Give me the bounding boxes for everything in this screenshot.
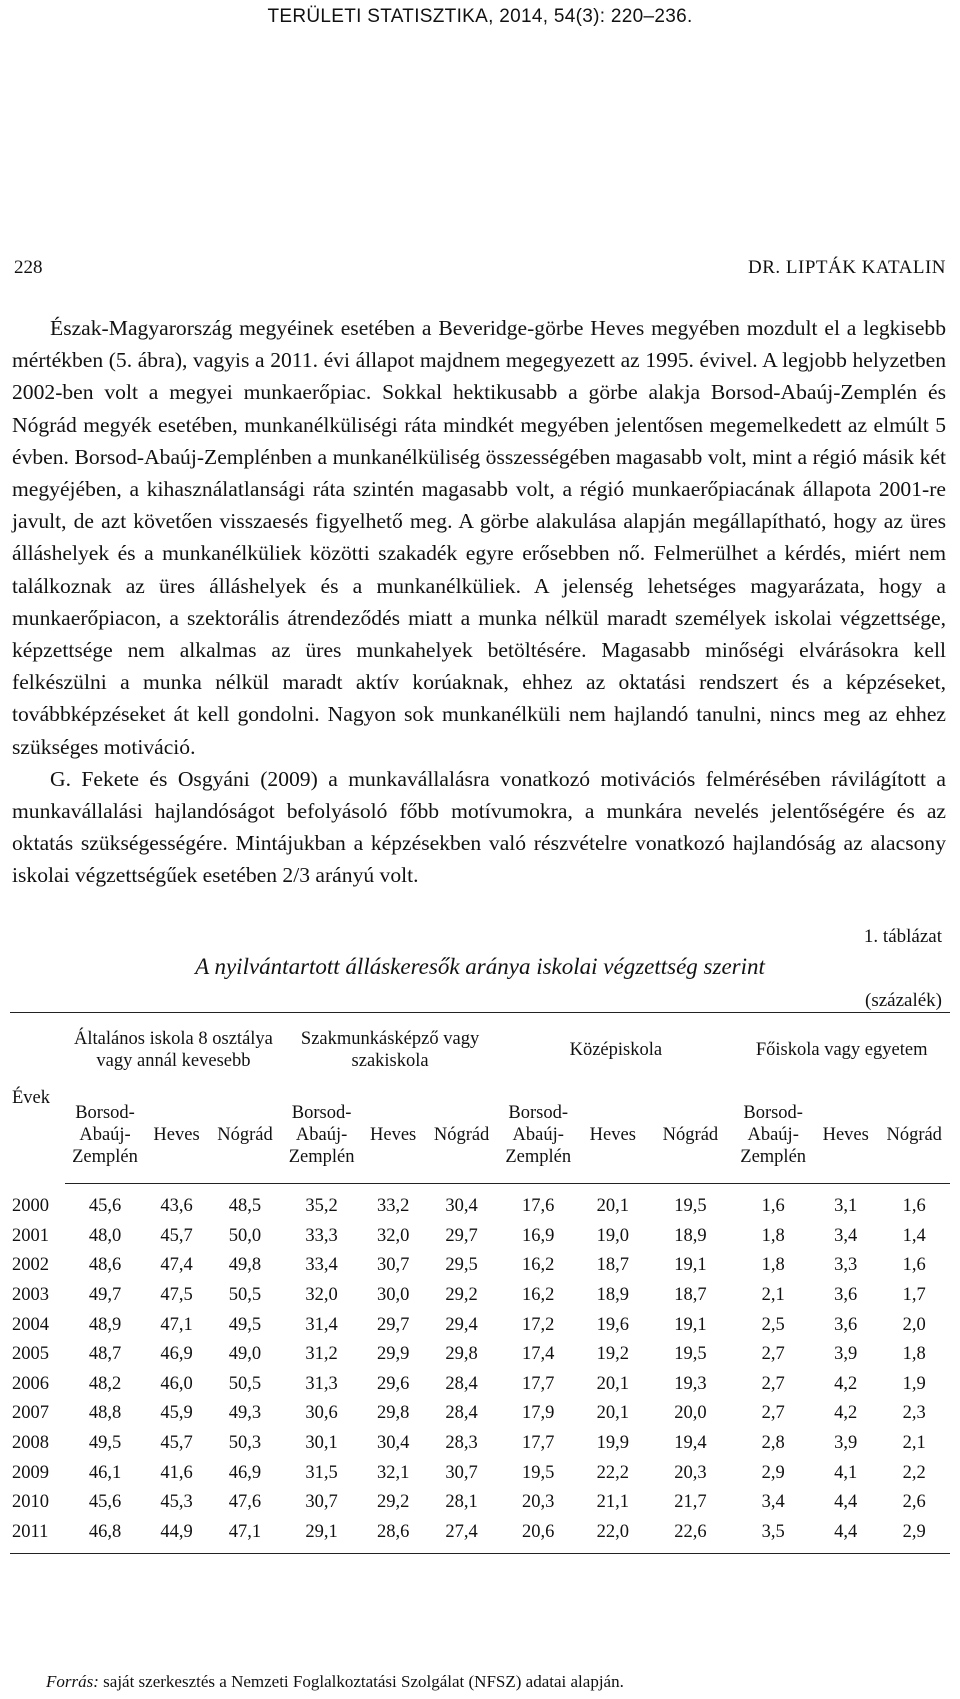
value-cell: 22,6: [648, 1518, 734, 1554]
value-cell: 46,1: [88, 1462, 122, 1483]
value-cell: 4,4: [813, 1518, 878, 1554]
value-cell: 2,7: [761, 1373, 785, 1394]
author-running-head: DR. LIPTÁK KATALIN: [748, 257, 946, 278]
table-subheader-row: [10, 1087, 950, 1184]
value-cell: 19,5: [522, 1462, 555, 1483]
value-cell: 50,5: [228, 1373, 262, 1394]
value-cell: 27,4: [425, 1518, 499, 1554]
value-cell: 32,0: [305, 1285, 338, 1306]
value-cell: 17,7: [522, 1373, 555, 1394]
value-cell: 31,5: [305, 1462, 338, 1483]
group-header: Középiskola: [498, 1013, 733, 1088]
value-cell: 49,3: [228, 1403, 262, 1424]
value-cell: 17,7: [522, 1433, 555, 1454]
table-source: [46, 1672, 624, 1692]
year-cell: 2003: [12, 1285, 49, 1306]
table-row: [10, 1281, 950, 1311]
value-cell: 1,8: [761, 1225, 785, 1246]
county-header: Borsod-Abaúj-Zemplén: [282, 1087, 362, 1184]
value-cell: 2,7: [761, 1403, 785, 1424]
value-cell: 2,7: [761, 1344, 785, 1365]
value-cell: 17,4: [522, 1344, 555, 1365]
value-cell: 47,5: [160, 1285, 193, 1306]
value-cell: 21,1: [596, 1492, 629, 1513]
table-row: [10, 1518, 950, 1554]
value-cell: 31,4: [305, 1314, 338, 1335]
year-cell: 2006: [12, 1373, 49, 1394]
value-cell: 1,8: [761, 1255, 785, 1276]
table-number: 1. táblázat: [863, 926, 942, 947]
value-cell: 4,4: [834, 1492, 858, 1513]
value-cell: 22,0: [578, 1518, 647, 1554]
value-cell: 4,1: [834, 1462, 858, 1483]
value-cell: 18,9: [674, 1225, 707, 1246]
value-cell: 29,2: [445, 1285, 478, 1306]
county-header: Borsod-Abaúj-Zemplén: [65, 1087, 145, 1184]
year-cell: 2002: [12, 1255, 49, 1276]
value-cell: 47,6: [228, 1492, 262, 1513]
table-group-header-row: [10, 1013, 950, 1088]
group-header: Általános iskola 8 osztálya vagy annál kevesebb: [65, 1013, 282, 1088]
year-cell: 2007: [12, 1403, 49, 1424]
value-cell: 29,4: [445, 1314, 478, 1335]
value-cell: 22,2: [596, 1462, 629, 1483]
value-cell: 20,1: [596, 1373, 629, 1394]
value-cell: 44,9: [145, 1518, 208, 1554]
value-cell: 47,4: [160, 1255, 193, 1276]
county-header: Heves: [813, 1087, 878, 1184]
value-cell: 19,3: [674, 1373, 707, 1394]
table-row: [10, 1488, 950, 1518]
value-cell: 2,9: [761, 1462, 785, 1483]
value-cell: 48,8: [88, 1403, 122, 1424]
source-text: saját szerkesztés a Nemzeti Foglalkoztatási Szolgálat (NFSZ) adatai alapján.: [98, 1672, 624, 1691]
table-row: [10, 1458, 950, 1488]
value-cell: 16,2: [522, 1285, 555, 1306]
value-cell: 28,3: [445, 1433, 478, 1454]
value-cell: 1,6: [902, 1196, 926, 1217]
value-cell: 32,0: [376, 1225, 410, 1246]
table-title: A nyilvántartott álláskeresők aránya iskolai végzettség szerint: [195, 954, 765, 979]
value-cell: 47,1: [160, 1314, 193, 1335]
year-cell: 2005: [12, 1344, 49, 1365]
value-cell: 17,2: [522, 1314, 555, 1335]
value-cell: 3,6: [834, 1314, 858, 1335]
value-cell: 31,2: [305, 1344, 338, 1365]
value-cell: 3,4: [834, 1225, 858, 1246]
value-cell: 29,5: [445, 1255, 478, 1276]
value-cell: 29,6: [376, 1373, 410, 1394]
value-cell: 32,1: [376, 1462, 410, 1483]
value-cell: 20,6: [498, 1518, 578, 1554]
value-cell: 2,1: [761, 1285, 785, 1306]
value-cell: 29,9: [376, 1344, 410, 1365]
value-cell: 19,9: [596, 1433, 629, 1454]
value-cell: 30,1: [305, 1433, 338, 1454]
value-cell: 19,1: [674, 1314, 707, 1335]
value-cell: 19,4: [674, 1433, 707, 1454]
county-header: Nógrád: [208, 1087, 282, 1184]
value-cell: 45,7: [160, 1433, 193, 1454]
value-cell: 30,7: [445, 1462, 478, 1483]
value-cell: 29,1: [282, 1518, 362, 1554]
value-cell: 18,7: [674, 1285, 707, 1306]
value-cell: 20,1: [596, 1196, 629, 1217]
value-cell: 30,4: [376, 1433, 410, 1454]
value-cell: 45,7: [160, 1225, 193, 1246]
county-header: Nógrád: [648, 1087, 734, 1184]
county-header: Borsod-Abaúj-Zemplén: [498, 1087, 578, 1184]
value-cell: 30,0: [376, 1285, 410, 1306]
value-cell: 19,6: [596, 1314, 629, 1335]
value-cell: 50,5: [228, 1285, 262, 1306]
value-cell: 17,6: [522, 1196, 555, 1217]
county-header: Heves: [578, 1087, 647, 1184]
value-cell: 45,9: [160, 1403, 193, 1424]
value-cell: 20,1: [596, 1403, 629, 1424]
group-header: Főiskola vagy egyetem: [733, 1013, 950, 1088]
table-row: [10, 1251, 950, 1281]
value-cell: 48,0: [88, 1225, 122, 1246]
value-cell: 19,2: [596, 1344, 629, 1365]
value-cell: 33,2: [376, 1196, 410, 1217]
value-cell: 3,9: [834, 1344, 858, 1365]
year-cell: 2008: [12, 1433, 49, 1454]
value-cell: 46,8: [65, 1518, 145, 1554]
value-cell: 3,3: [834, 1255, 858, 1276]
value-cell: 20,3: [674, 1462, 707, 1483]
value-cell: 49,7: [88, 1285, 122, 1306]
value-cell: 29,8: [445, 1344, 478, 1365]
value-cell: 19,0: [596, 1225, 629, 1246]
county-header: Heves: [361, 1087, 424, 1184]
value-cell: 48,7: [88, 1344, 122, 1365]
value-cell: 30,7: [305, 1492, 338, 1513]
value-cell: 1,6: [902, 1255, 926, 1276]
value-cell: 49,0: [228, 1344, 262, 1365]
value-cell: 2,3: [902, 1403, 926, 1424]
value-cell: 46,9: [228, 1462, 262, 1483]
value-cell: 20,0: [674, 1403, 707, 1424]
value-cell: 18,9: [596, 1285, 629, 1306]
data-table-wrapper: [10, 1012, 950, 1554]
value-cell: 30,4: [445, 1196, 478, 1217]
value-cell: 4,2: [834, 1403, 858, 1424]
value-cell: 1,9: [902, 1373, 926, 1394]
value-cell: 45,6: [88, 1492, 122, 1513]
table-row: [10, 1310, 950, 1340]
value-cell: 2,0: [902, 1314, 926, 1335]
value-cell: 46,9: [160, 1344, 193, 1365]
value-cell: 50,0: [228, 1225, 262, 1246]
value-cell: 48,2: [88, 1373, 122, 1394]
running-head: [14, 257, 946, 279]
value-cell: 45,3: [160, 1492, 193, 1513]
county-header: Borsod-Abaúj-Zemplén: [733, 1087, 813, 1184]
paragraph: Észak-Magyarország megyéinek esetében a Beveridge-görbe Heves megyében mozdult el a legkisebb mértékben (5. ábra), vagyis a 2011. évi állapot majdnem megegyezett az 1995. évivel. A legjobb helyzetben 2002-ben volt a megyei munkaerőpiac. Sokkal hektikusabb a görbe alakja Borsod-Abaúj-Zemplén és Nógrád megyék esetében, munkanélküliségi ráta mindkét megyében jelentősen megemelkedett az elmúlt 5 évben. Borsod-Abaúj-Zemplénben a munkanélküliség összességében magasabb volt, mint a régió másik két megyéjében, a kihasználatlansági ráta szintén magasabb volt, a régió munkaerőpiacának állapota 2001-re javult, de azt követően visszaesés figyelhető meg. A görbe alakulása alapján megállapítható, hogy az üres álláshelyek és a munkanélküliek közötti szakadék egyre erősebben nő. Felmerülhet a kérdés, miért nem találkoznak az üres álláshelyek és a munkanélküliek. A jelenség lehetséges magyarázata, hogy a munkaerőpiacon, a szektorális átrendeződés miatt a munka nélkül maradt személyek iskolai végzettsége, képzettsége nem alkalmas az üres munkahelyek betöltésére. Magasabb minőségi elvárásokra kell felkészülni a munka nélkül maradt aktív korúaknak, ehhez az oktatási rendszert és a képzéseket, továbbképzéseket át kell gondolni. Nagyon sok munkanélküli nem hajlandó tanulni, nincs meg az ehhez szükséges motiváció.: [12, 316, 946, 759]
value-cell: 28,1: [445, 1492, 478, 1513]
value-cell: 3,1: [834, 1196, 858, 1217]
value-cell: 2,5: [761, 1314, 785, 1335]
value-cell: 3,9: [834, 1433, 858, 1454]
value-cell: 28,4: [445, 1403, 478, 1424]
value-cell: 49,5: [228, 1314, 262, 1335]
value-cell: 1,7: [902, 1285, 926, 1306]
value-cell: 29,7: [445, 1225, 478, 1246]
county-header: Nógrád: [878, 1087, 950, 1184]
value-cell: 2,9: [878, 1518, 950, 1554]
value-cell: 47,1: [208, 1518, 282, 1554]
year-cell: 2009: [12, 1462, 49, 1483]
page-number: 228: [14, 257, 43, 278]
value-cell: 48,9: [88, 1314, 122, 1335]
value-cell: 3,4: [761, 1492, 785, 1513]
table-row: [10, 1222, 950, 1252]
year-cell: 2010: [12, 1492, 49, 1513]
value-cell: 28,6: [361, 1518, 424, 1554]
year-cell: 2001: [12, 1225, 49, 1246]
value-cell: 20,3: [522, 1492, 555, 1513]
county-header: Heves: [145, 1087, 208, 1184]
journal-header: TERÜLETI STATISZTIKA, 2014, 54(3): 220–236.: [267, 6, 693, 27]
table-row: [10, 1340, 950, 1370]
value-cell: 4,2: [834, 1373, 858, 1394]
value-cell: 45,6: [88, 1196, 122, 1217]
value-cell: 48,5: [228, 1196, 262, 1217]
value-cell: 35,2: [305, 1196, 338, 1217]
year-cell: 2011: [10, 1518, 65, 1554]
value-cell: 29,7: [376, 1314, 410, 1335]
value-cell: 48,6: [88, 1255, 122, 1276]
value-cell: 49,5: [88, 1433, 122, 1454]
value-cell: 1,4: [902, 1225, 926, 1246]
value-cell: 33,4: [305, 1255, 338, 1276]
data-table: [10, 1012, 950, 1554]
value-cell: 49,8: [228, 1255, 262, 1276]
year-cell: 2004: [12, 1314, 49, 1335]
table-unit: (százalék): [865, 990, 942, 1011]
value-cell: 29,8: [376, 1403, 410, 1424]
value-cell: 21,7: [674, 1492, 707, 1513]
value-cell: 16,2: [522, 1255, 555, 1276]
value-cell: 50,3: [228, 1433, 262, 1454]
value-cell: 3,5: [733, 1518, 813, 1554]
value-cell: 31,3: [305, 1373, 338, 1394]
value-cell: 28,4: [445, 1373, 478, 1394]
value-cell: 2,6: [902, 1492, 926, 1513]
value-cell: 29,2: [376, 1492, 410, 1513]
value-cell: 46,0: [160, 1373, 193, 1394]
body-text: [12, 312, 946, 892]
group-header: Szakmunkásképző vagy szakiskola: [282, 1013, 499, 1088]
table-row: [10, 1370, 950, 1400]
value-cell: 41,6: [160, 1462, 193, 1483]
value-cell: 33,3: [305, 1225, 338, 1246]
value-cell: 17,9: [522, 1403, 555, 1424]
year-cell: 2000: [12, 1196, 49, 1217]
value-cell: 30,7: [376, 1255, 410, 1276]
value-cell: 2,8: [761, 1433, 785, 1454]
value-cell: 1,6: [761, 1196, 785, 1217]
paragraph: G. Fekete és Osgyáni (2009) a munkavállalásra vonatkozó motivációs felmérésében rávilágított a munkavállalási hajlandóságot befolyásoló főbb motívumokra, a munkára nevelés jelentőségére és az oktatás szükségességére. Mintájukban a képzésekben való részvételre vonatkozó hajlandóság az alacsony iskolai végzettségűek esetében 2/3 arányú volt.: [12, 766, 946, 888]
table-row: [10, 1429, 950, 1459]
value-cell: 16,9: [522, 1225, 555, 1246]
value-cell: 43,6: [160, 1196, 193, 1217]
source-label: Forrás:: [46, 1672, 99, 1691]
value-cell: 18,7: [596, 1255, 629, 1276]
county-header: Nógrád: [425, 1087, 499, 1184]
table-row: [10, 1184, 950, 1222]
value-cell: 3,6: [834, 1285, 858, 1306]
value-cell: 19,5: [674, 1196, 707, 1217]
value-cell: 19,1: [674, 1255, 707, 1276]
value-cell: 1,8: [902, 1344, 926, 1365]
value-cell: 30,6: [305, 1403, 338, 1424]
year-column-header: Évek: [10, 1013, 65, 1184]
table-body: [10, 1184, 950, 1554]
value-cell: 2,1: [902, 1433, 926, 1454]
value-cell: 19,5: [674, 1344, 707, 1365]
table-row: [10, 1399, 950, 1429]
value-cell: 2,2: [902, 1462, 926, 1483]
